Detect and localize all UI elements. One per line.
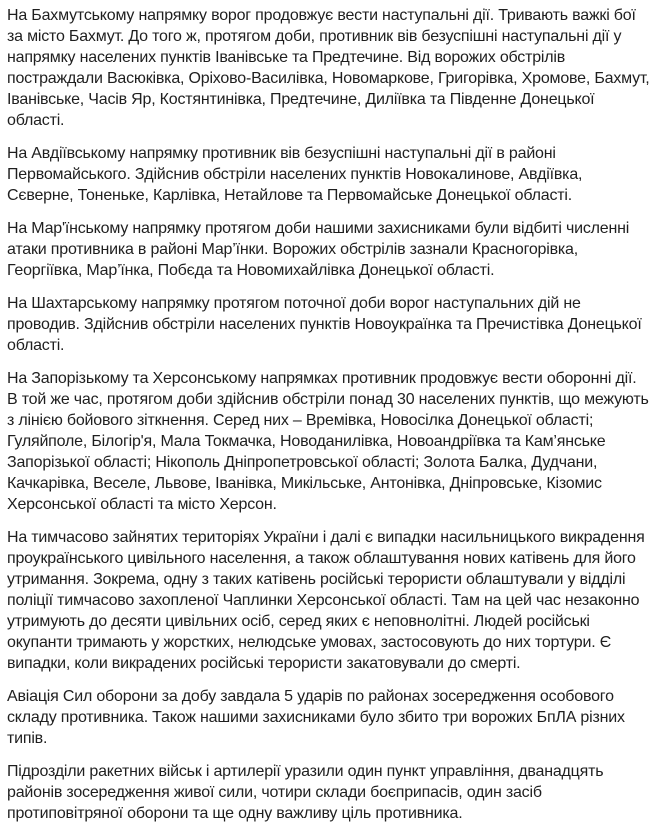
paragraph-marinka-direction: На Мар'їнському напрямку протягом доби нашими захисниками були відбиті численні атаки противника в районі Мар’їнки. Ворожих обстрілів зазнали Красногорівка, Георгіївка, Мар’їнка, Побєда та Новомихайлівка Донецької області. [7,220,630,279]
paragraph-zaporizhzhia-kherson-direction: На Запорізькому та Херсонському напрямках противник продовжує вести оборонні дії. В той же час, протягом доби здійснив обстріли понад 30 населених пунктів, що межують з лінією бойового зіткнення. Серед них – Времівка, Новосілка Донецької області; Гуляйполе, Білогір'я, Мала Токмачка, Новоданилівка, Новоандріївка та Кам’янське Запорізької області; Нікополь Дніпропетровської області; Золота Балка, Дудчани, Качкарівка, Веселе, Львове, Іванівка, Микільське, Антонівка, Дніпровське, Кізомис Херсонської області та місто Херсон. [7,370,649,513]
paragraph-shakhtarsk-direction: На Шахтарському напрямку протягом поточної доби ворог наступальних дій не проводив. Здійснив обстріли населених пунктів Новоукраїнка та Пречистівка Донецької області. [7,295,642,354]
paragraph-bakhmut-direction: На Бахмутському напрямку ворог продовжує вести наступальні дії. Тривають важкі бої за місто Бахмут. До того ж, протягом доби, противник вів безуспішні наступальні дії у напрямку населених пунктів Іванівське та Предтечине. Від ворожих обстрілів постраждали Васюківка, Оріхово-Василівка, Новомаркове, Григорівка, Хромове, Бахмут, Іванівське, Часів Яр, Костянтинівка, Предтечине, Диліївка та Південне Донецької області. [7,7,650,129]
paragraph-avdiivka-direction: На Авдіївському напрямку противник вів безуспішні наступальні дії в районі Первомайського. Здійснив обстріли населених пунктів Новокалинове, Авдіївка, Сєверне, Тоненьке, Карлівка, Нетайлове та Первомайське Донецької області. [7,145,583,204]
paragraph-defense-aviation: Авіація Сил оборони за добу завдала 5 ударів по районах зосередження особового складу противника. Також нашими захисниками було збито три ворожих БпЛА різних типів. [7,688,625,747]
paragraph-occupied-territories: На тимчасово зайнятих територіях України і далі є випадки насильницького викрадення проукраїнського цивільного населення, а також облаштування нових катівень для його утримання. Зокрема, одну з таких катівень російські терористи облаштували у відділі поліції тимчасово захопленої Чаплинки Херсонської області. Там на цей час незаконно утримують до десяти цивільних осіб, серед яких є неповнолітні. Людей російські окупанти тримають у жорстких, нелюдське умовах, застосовують до них тортури. Є випадки, коли викрадених російські терористи закатовували до смерті. [7,529,645,672]
paragraph-missile-artillery-units: Підрозділи ракетних військ і артилерії уразили один пункт управління, дванадцять районів зосередження живої сили, чотири склади боєприпасів, один засіб протиповітряної оборони та ще одну важливу ціль противника. [7,763,604,822]
